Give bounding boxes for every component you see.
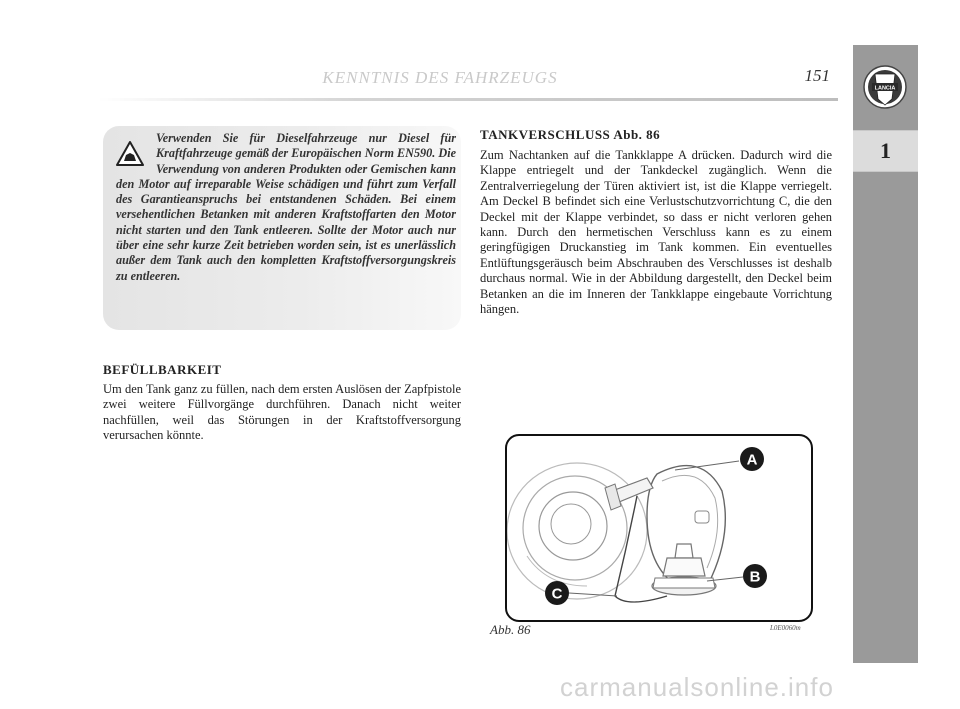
page-header-title: KENNTNIS DES FAHRZEUGS [322, 68, 558, 87]
watermark: carmanualsonline.info [560, 672, 834, 702]
logo-text: LANCIA [874, 85, 896, 92]
chapter-tab[interactable]: 1 [853, 130, 918, 172]
label-c: C [551, 585, 563, 603]
figure-caption: Abb. 86 [490, 622, 531, 637]
page-number: 151 [804, 66, 830, 85]
figure-86 [505, 434, 813, 622]
section-heading-befuellbarkeit: BEFÜLLBARKEIT [103, 362, 222, 377]
fuel-cap-illustration [507, 436, 811, 620]
header-rule [98, 98, 838, 101]
label-b: B [749, 568, 761, 586]
figure-code: L0E0060m [770, 624, 801, 632]
befuellbarkeit-text: Um den Tank ganz zu füllen, nach dem ersten Auslösen der Zapfpistole zwei weitere Füllvorgänge durchführen. Danach nicht weiter nachfüllen, weil das Störungen in der Kraftstoffversorgung verursachen könnte. [103, 382, 461, 443]
section-heading-tankverschluss: TANKVERSCHLUSS Abb. 86 [480, 127, 661, 142]
tankverschluss-text: Zum Nachtanken auf die Tankklappe A drücken. Dadurch wird die Klappe entriegelt und der Tankdeckel zugänglich. Wenn die Zentralverriegelung der Türen aktiviert ist, ist die Klappe verriegelt. Am Deckel B befindet sich eine Verlustschutzvorrichtung C, die den Deckel mit der Klappe verbindet, so dass er nicht verloren gehen kann. Durch den hermetischen Verschluss kann es zu einem geringfügigen Druckanstieg im Tank kommen. Ein eventuelles Entlüftungsgeräusch beim Abschrauben des Verschlusses ist deshalb durchaus normal. Wie in der Abbildung dargestellt, den Deckel beim Betanken an die im Inneren der Tankklappe eingebaute Vorrichtung hängen. [480, 148, 832, 317]
lancia-logo-icon [862, 62, 908, 112]
label-a: A [746, 451, 758, 469]
warning-text: Verwenden Sie für Dieselfahrzeuge nur Diesel für Kraftfahrzeuge gemäß der Europäischen Norm EN590. Die Verwendung von anderen Produkten oder Gemischen kann den Motor auf irreparable Weise schädigen und führt zum Verfall des Garantieanspruchs bei entstandenen Schäden. Bei einem versehentlichen Betanken mit anderen Kraftstoffarten den Motor nicht starten und den Tank entleeren. Sollte der Motor auch nur über eine sehr kurze Zeit betrieben worden sein, ist es unerlässlich außer dem Tank auch den kompletten Kraftstoffversorgungskreis zu entleeren. [116, 131, 456, 283]
